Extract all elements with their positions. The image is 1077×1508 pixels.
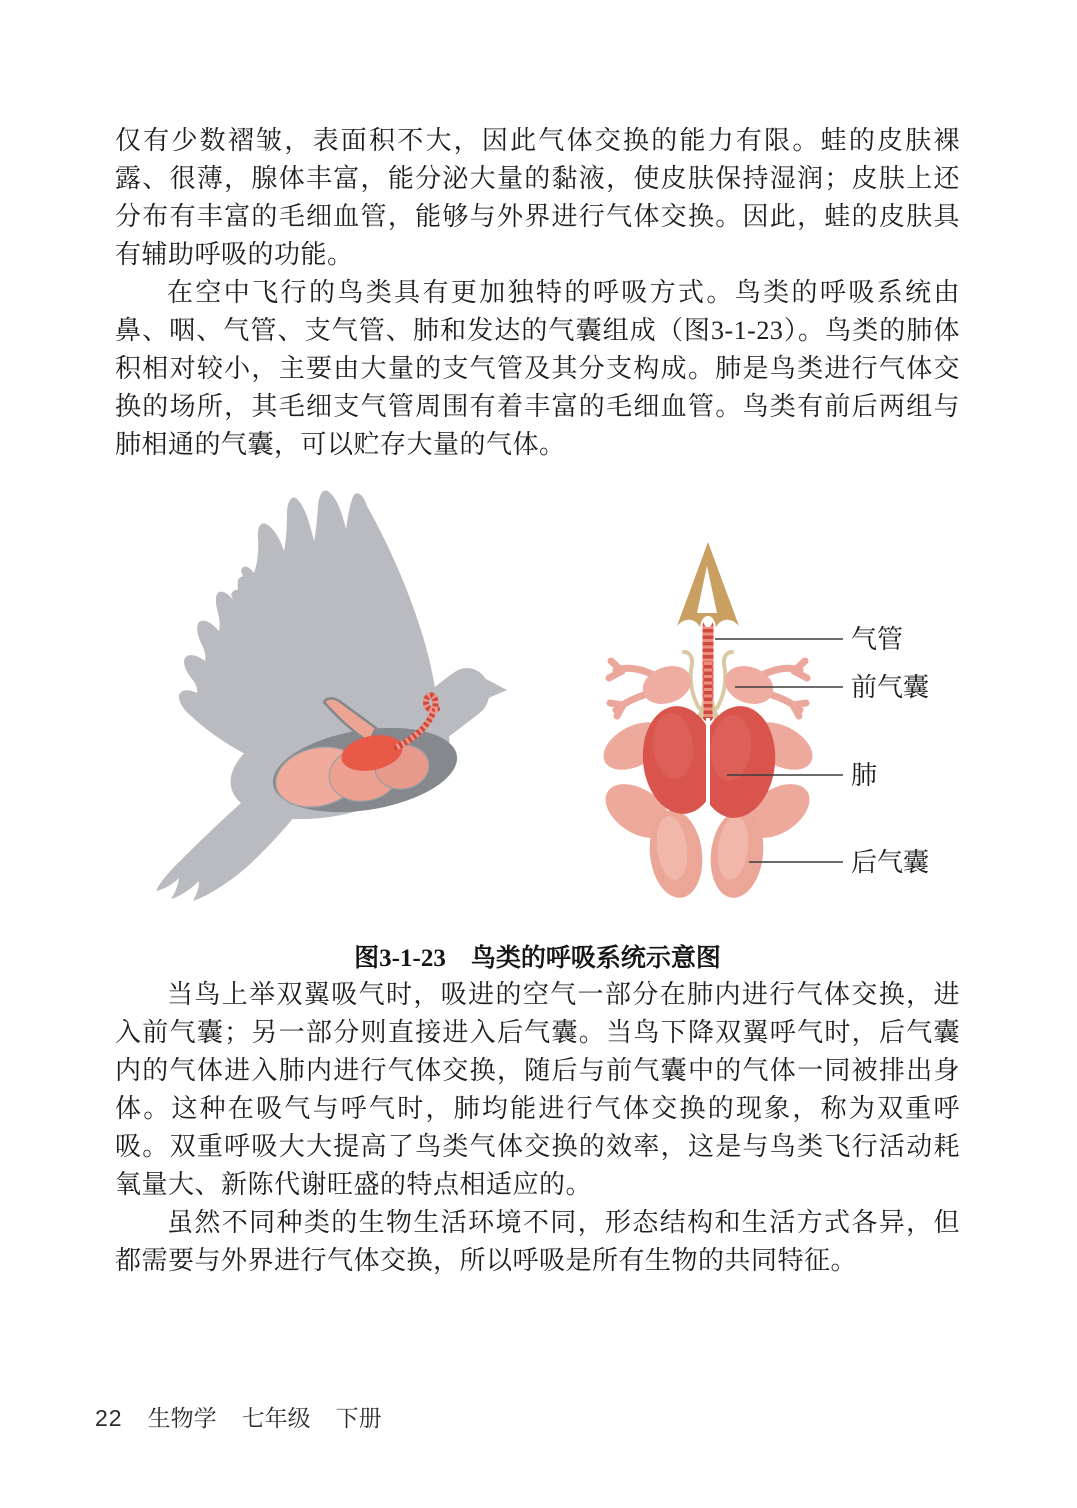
figure-label-anterior-air-sac: 前气囊 xyxy=(851,673,930,702)
figure-label-lung: 肺 xyxy=(851,761,878,790)
bird-silhouette-illustration xyxy=(156,490,507,901)
footer-grade: 七年级 xyxy=(241,1405,311,1431)
anterior-air-sac-left xyxy=(637,660,696,711)
bird-head xyxy=(446,668,488,710)
footer-volume: 下册 xyxy=(335,1405,382,1431)
paragraph-double-respiration: 当鸟上举双翼吸气时，吸进的空气一部分在肺内进行气体交换，进入前气囊；另一部分则直接进入后气囊。当鸟下降双翼呼气时，后气囊内的气体进入肺内进行气体交换，随后与前气囊中的气体一同被排出身体。这种在吸气与呼气时，肺均能进行气体交换的现象，称为双重呼吸。双重呼吸大大提高了鸟类气体交换的效率，这是与鸟类飞行活动耗氧量大、新陈代谢旺盛的特点相适应的。 xyxy=(115,980,960,1199)
paragraph-conclusion: 虽然不同种类的生物生活环境不同，形态结构和生活方式各异，但都需要与外界进行气体交换，所以呼吸是所有生物的共同特征。 xyxy=(115,1208,960,1275)
anterior-branch-left-3 xyxy=(609,671,622,678)
beak-trachea-hole xyxy=(704,619,712,627)
diagram-beak xyxy=(677,542,739,627)
page-number: 22 xyxy=(95,1405,123,1431)
paragraph-bird-respiratory-intro: 在空中飞行的鸟类具有更加独特的呼吸方式。鸟类的呼吸系统由鼻、咽、气管、支气管、肺和发达的气囊组成（图3-1-23）。鸟类的肺体积相对较小，主要由大量的支气管及其分支构成。肺是鸟类进行气体交换的场所，其毛细支气管周围有着丰富的毛细血管。鸟类有前后两组与肺相通的气囊，可以贮存大量的气体。 xyxy=(115,278,960,459)
footer-book-title: 生物学 xyxy=(147,1405,217,1431)
anterior-branch-right-3 xyxy=(794,671,807,678)
figure-caption: 图3-1-23 鸟类的呼吸系统示意图 xyxy=(354,945,721,972)
figure-illustration xyxy=(115,476,960,916)
figure-label-trachea: 气管 xyxy=(851,625,904,654)
page-text-column xyxy=(115,122,960,1280)
page-footer xyxy=(95,1400,382,1433)
anterior-air-sac-right xyxy=(719,660,778,711)
respiratory-diagram xyxy=(596,542,929,901)
bird-beak xyxy=(484,678,507,700)
figure-label-posterior-air-sac: 后气囊 xyxy=(851,848,930,877)
paragraph-frog-skin: 仅有少数褶皱，表面积不大，因此气体交换的能力有限。蛙的皮肤裸露、很薄，腺体丰富，能分泌大量的黏液，使皮肤保持湿润；皮肤上还分布有丰富的毛细血管，能够与外界进行气体交换。因此，蛙的皮肤具有辅助呼吸的功能。 xyxy=(115,126,960,269)
figure-bird-respiratory-system xyxy=(115,476,960,976)
